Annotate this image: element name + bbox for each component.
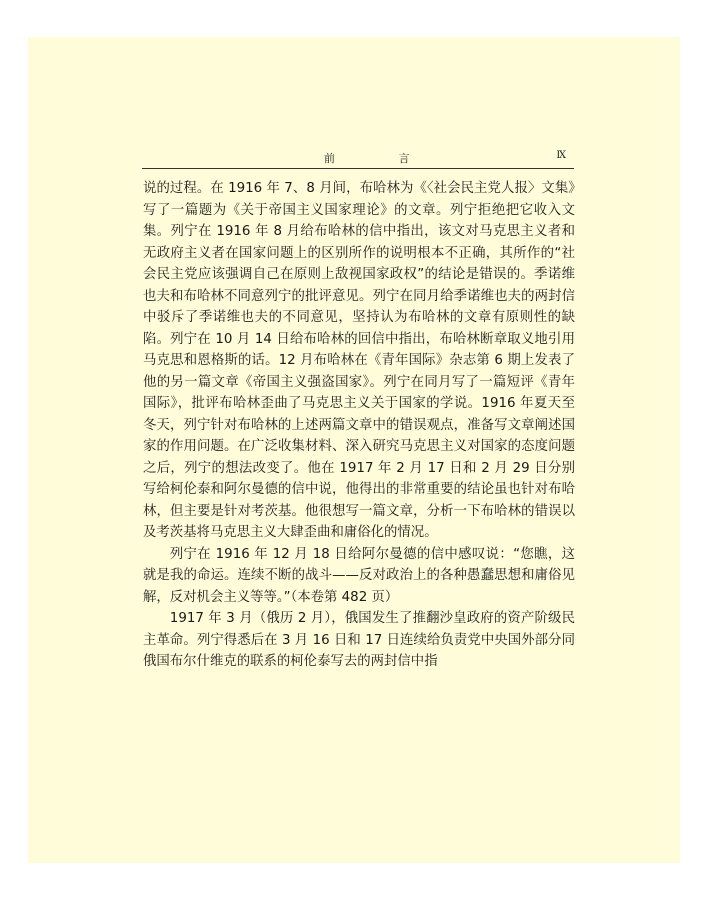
paragraph-1: 说的过程。在 1916 年 7、8 月间，布哈林为《〈社会民主党人报〉文集》写了一篇题为《关于帝国主义国家理论》的文章。列宁拒绝把它收入文集。列宁在 1916 年 8 月给布哈林的信中指出，该文对马克思主义者和无政府主义者在国家问题上的区别所作的说明根本不正确，其所作的“社会民主党应该强调自己在原则上敌视国家政权”的结论是错误的。季诺维也夫和布哈林不同意列宁的批评意见。列宁在同月给季诺维也夫的两封信中驳斥了季诺维也夫的不同意见，坚持认为布哈林的文章有原则性的缺陷。列宁在 10 月 14 日给布哈林的回信中指出，布哈林断章取义地引用马克思和恩格斯的话。12 月布哈林在《青年国际》杂志第 6 期上发表了他的另一篇文章《帝国主义强盗国家》。列宁在同月写了一篇短评《青年国际》，批评布哈林歪曲了马克思主义关于国家的学说。1916 年夏天至冬天，列宁针对布哈林的上述两篇文章中的错误观点，准备写文章阐述国家的作用问题。在广泛收集材料、深入研究马克思主义对国家的态度问题之后，列宁的想法改变了。他在 1917 年 2 月 17 日和 2 月 29 日分别写给柯伦泰和阿尔曼德的信中说，他得出的非常重要的结论虽也针对布哈林，但主要是针对考茨基。他很想写一篇文章，分析一下布哈林的错误以及考茨基将马克思主义大肆歪曲和庸俗化的情况。: [143, 181, 575, 540]
page-number: Ⅸ: [556, 150, 566, 161]
paragraph-2: 列宁在 1916 年 12 月 18 日给阿尔曼德的信中感叹说：“您瞧，这就是我的命运。连续不断的战斗——反对政治上的各种愚蠢思想和庸俗见解，反对机会主义等等。”（本卷第 482 页）: [143, 546, 575, 605]
paragraph-3: 1917 年 3 月（俄历 2 月），俄国发生了推翻沙皇政府的资产阶级民主革命。列宁得悉后在 3 月 16 日和 17 日连续给负责党中央国外部分同俄国布尔什维克的联系的柯伦泰写去的两封信中指: [143, 611, 575, 669]
body-text: [143, 178, 575, 673]
header-title: 前 言: [324, 152, 440, 165]
running-header: [142, 148, 574, 169]
